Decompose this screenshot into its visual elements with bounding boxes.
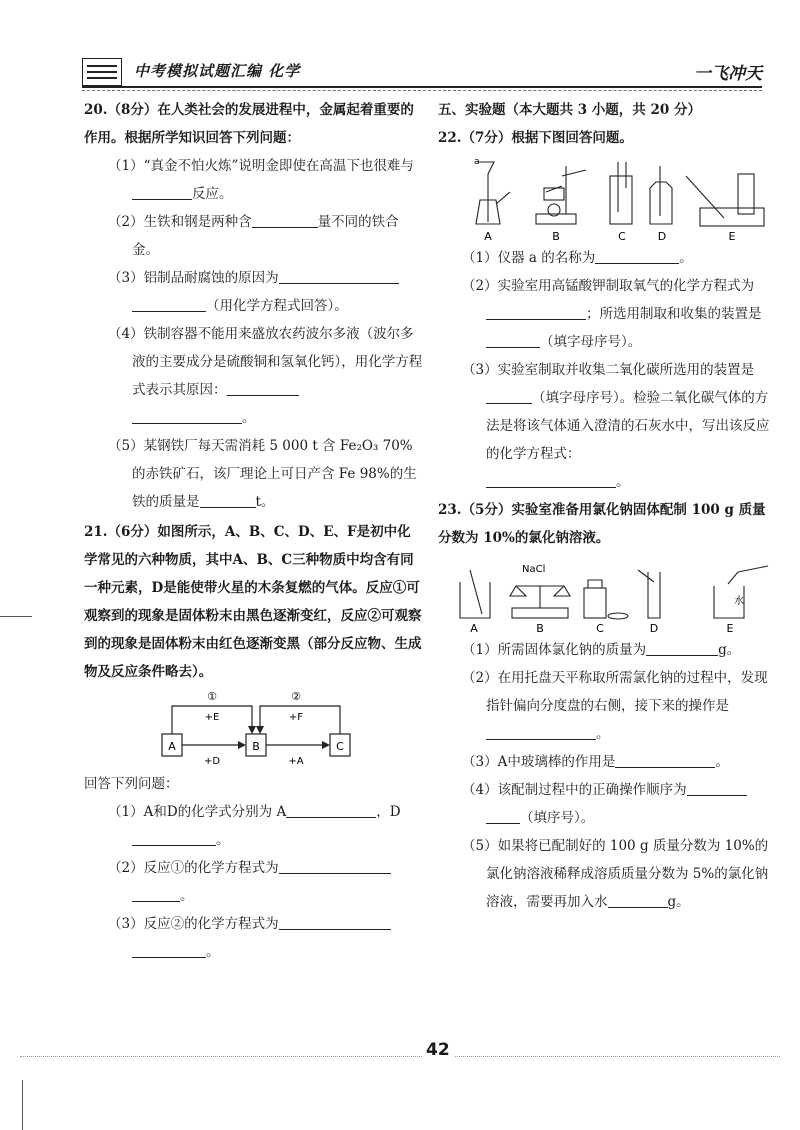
q20-item-5: （5）某钢铁厂每天需消耗 5 000 t 含 Fe₂O₃ 70%的赤铁矿石，该厂理论上可日产含 Fe 98%的生铁的质量是 t。 [108,438,417,510]
q23-item-5: （5）如果将已配制好的 100 g 质量分数为 10%的氯化钠溶液稀释成溶质质量分数为 5%的氯化钠溶液，需要再加入水 g。 [462,838,769,910]
answer-blank[interactable] [279,857,391,874]
fig23-label-a: A [470,622,478,635]
answer-blank[interactable] [200,491,256,508]
fig22-label-d: D [657,230,667,243]
fig22-label-b: B [552,230,560,243]
page-header [82,56,762,88]
binding-line [22,1080,23,1130]
instrument-a-mark: a [474,157,480,167]
fig23-label-c: C [596,622,604,635]
q23-head: 23.（5分）实验室准备用氯化钠固体配制 100 g 质量分数为 10%的氯化钠溶液。 [438,502,766,546]
left-column [84,96,424,966]
label-plus-f: +F [288,712,304,723]
answer-blank[interactable] [132,407,242,424]
q23-item-1: （1）所需固体氯化钠的质量为 g。 [462,636,773,664]
answer-blank[interactable] [486,723,596,740]
answer-blank[interactable] [227,379,299,396]
question-22 [438,124,773,496]
node-a-label: A [168,740,176,753]
answer-blank[interactable] [252,211,318,228]
q22-item-1: （1）仪器 a 的名称为 。 [462,244,773,272]
page-number: 42 [422,1040,454,1060]
answer-blank[interactable] [132,183,192,200]
q21-item-3: （3）反应②的化学方程式为 。 [108,910,424,966]
answer-blank[interactable] [646,639,718,656]
q20-head: 20.（8分）在人类社会的发展进程中，金属起着重要的作用。根据所学知识回答下列问题： [84,102,414,146]
q20-item-2: （2）生铁和钢是两种含 量不同的铁合金。 [108,208,424,264]
q23-item-2: （2）在用托盘天平称取所需氯化钠的过程中，发现指针偏向分度盘的右侧，接下来的操作是。 [462,670,768,742]
q20-item-3: （3）铝制品耐腐蚀的原因为 （用化学方程式回答）。 [108,264,424,320]
answer-blank[interactable] [486,471,616,488]
answer-blank[interactable] [132,885,180,902]
answer-blank[interactable] [486,303,586,320]
answer-blank[interactable] [486,807,520,824]
answer-blank[interactable] [279,267,399,284]
label-plus-e: +E [204,712,220,723]
q21-item-1: （1）A和D的化学式分别为 A ，D。 [108,798,424,854]
q21-head: 21.（6分）如图所示，A、B、C、D、E、F是初中化学常见的六种物质，其中A、B、C三种物质中均含有同一种元素，D是能使带火星的木条复燃的气体。反应①可观察到的现象是固体粉末由黑色逐渐变红，反应②可观察到的现象是固体粉末由红色逐渐变黑（部分反应物、生成物及反应条件略去）。 [84,524,422,680]
right-column [438,96,773,916]
question-21 [84,518,424,966]
answer-blank[interactable] [132,941,206,958]
q22-apparatus-figure [438,152,773,244]
answer-blank[interactable] [486,387,532,404]
answer-blank[interactable] [608,891,668,908]
answer-blank[interactable] [687,779,747,796]
section-5-title: 五、实验题（本大题共 3 小题，共 20 分） [438,102,701,118]
fig22-label-e: E [728,230,736,243]
q22-item-2: （2）实验室用高锰酸钾制取氧气的化学方程式为；所选用制取和收集的装置是（填字母序号）。 [462,278,762,350]
q22-item-3: （3）实验室制取并收集二氧化碳所选用的装置是（填字母序号）。检验二氧化碳气体的方法是将该气体通入澄清的石灰水中，写出该反应的化学方程式： 。 [462,362,770,490]
nacl-label: NaCl [522,564,546,575]
header-title: 中考模拟试题汇编 化学 [134,62,301,80]
q23-apparatus-figure [438,552,773,636]
answer-blank[interactable] [279,913,391,930]
q20-item-4: （4）铁制容器不能用来盛放农药波尔多液（波尔多液的主要成分是硫酸铜和氢氧化钙），用化学方程式表示其原因： 。 [108,326,423,426]
answer-blank[interactable] [595,247,679,264]
q20-item-1: （1）“真金不怕火炼”说明金即使在高温下也很难与反应。 [108,158,414,202]
question-23 [438,496,773,916]
q21-reaction-diagram [84,686,424,770]
answer-blank[interactable] [286,801,376,818]
fig23-label-e: E [726,622,734,635]
label-plus-a: +A [288,756,304,767]
fig22-label-c: C [618,230,626,243]
label-plus-d: +D [203,756,221,767]
answer-blank[interactable] [132,295,206,312]
reaction-2-mark: ② [291,690,301,703]
q23-item-4: （4）该配制过程中的正确操作顺序为 （填序号）。 [462,776,773,832]
node-c-label: C [336,740,344,753]
water-label: 水 [734,596,744,607]
answer-blank[interactable] [132,829,216,846]
page-footer [20,1040,780,1070]
fig23-label-d: D [649,622,659,635]
q22-head: 22.（7分）根据下图回答问题。 [438,130,633,146]
reaction-1-mark: ① [207,690,217,703]
fig23-label-b: B [536,622,544,635]
node-b-label: B [252,740,260,753]
header-brand: 一飞冲天 [694,64,762,84]
q21-prompt: 回答下列问题： [84,776,179,792]
q21-item-2: （2）反应①的化学方程式为 。 [108,854,424,910]
answer-blank[interactable] [486,331,540,348]
book-logo-icon [82,58,122,86]
question-20 [84,96,424,516]
q23-item-3: （3）A中玻璃棒的作用是 。 [462,748,773,776]
fig22-label-a: A [484,230,492,243]
margin-mark [0,616,32,617]
answer-blank[interactable] [615,751,715,768]
